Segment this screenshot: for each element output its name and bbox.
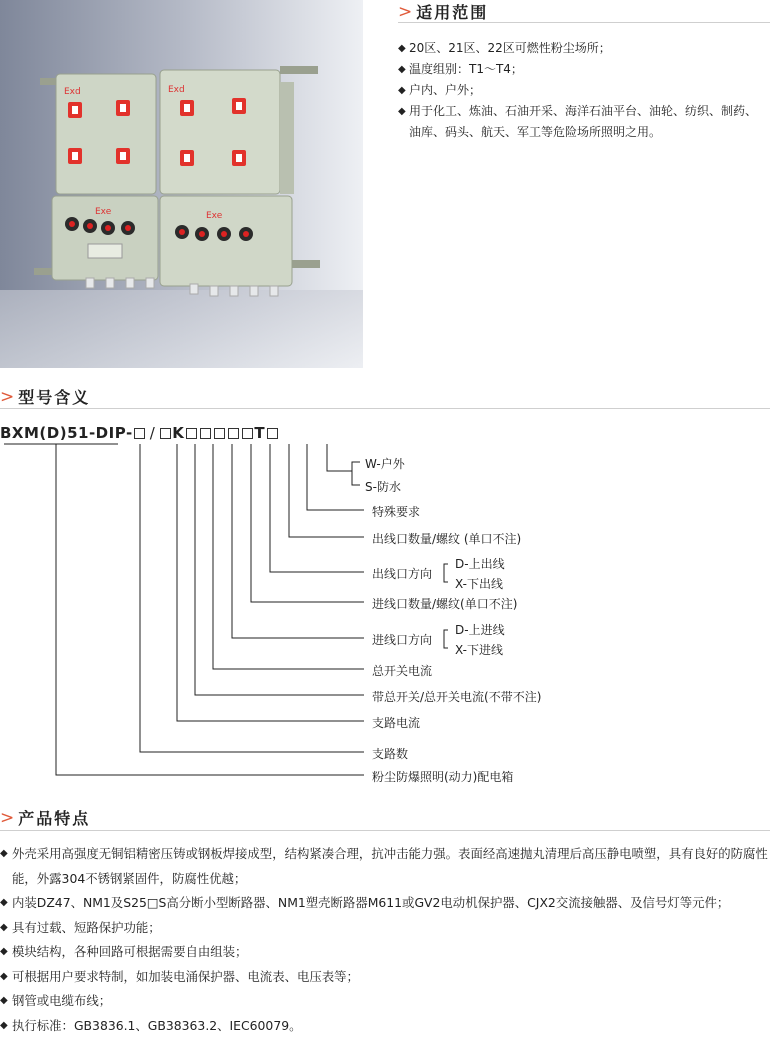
diamond-icon: ◆ [398,101,406,122]
code-box [228,428,239,439]
exe-mark-2: Exe [206,211,223,221]
features-list [0,842,770,1038]
code-slash: / [150,424,156,442]
label-out-d: D-上出线 [455,555,505,572]
label-in-dir: 进线口方向 [372,631,432,648]
scope-heading [398,0,488,23]
list-item: ◆ 户内、户外； [398,80,768,101]
diamond-icon: ◆ [0,989,8,1014]
diamond-icon: ◆ [0,1014,8,1038]
diamond-icon: ◆ [0,940,8,965]
list-item: ◆ 20区、21区、22区可燃性粉尘场所； [398,38,768,59]
code-box [186,428,197,439]
exd-mark-2: Exd [168,85,185,95]
label-in-qty: 进线口数量/螺纹(单口不注) [372,595,517,612]
list-item: ◆ 执行标准：GB3836.1、GB38363.2、IEC60079。 [0,1014,770,1038]
model-title: 型号含义 [18,385,90,408]
list-item: ◆ 内装DZ47、NM1及S25□S高分断小型断路器、NM1塑壳断路器M611或GV2电动机保护器、CJX2交流接触器、及信号灯等元件； [0,891,770,916]
product-photo [0,0,363,368]
label-out-x: X-下出线 [455,575,503,592]
list-item: ◆ 用于化工、炼油、石油开采、海洋石油平台、油轮、纺织、制药、油库、码头、航天、军工等危险场所照明之用。 [398,101,768,143]
exd-mark-1: Exd [64,87,81,97]
label-main-switch: 带总开关/总开关电流(不带不注) [372,688,541,705]
code-box [242,428,253,439]
diamond-icon: ◆ [0,916,8,941]
model-divider [0,408,770,409]
label-in-x: X-下进线 [455,641,503,658]
code-box [134,428,145,439]
list-item: ◆ 具有过载、短路保护功能； [0,916,770,941]
label-branch-count: 支路数 [372,745,408,762]
code-box [267,428,278,439]
diamond-icon: ◆ [0,965,8,990]
label-w: W-户外 [365,455,405,472]
label-out-qty: 出线口数量/螺纹 (单口不注) [372,530,521,547]
scope-divider [398,22,770,23]
code-t: T [254,424,265,442]
code-box [200,428,211,439]
chevron-right-icon: > [0,808,14,828]
diamond-icon: ◆ [0,891,8,916]
list-item: ◆ 钢管或电缆布线； [0,989,770,1014]
label-s: S-防水 [365,478,401,495]
code-box [214,428,225,439]
diamond-icon: ◆ [398,59,406,80]
label-out-dir: 出线口方向 [372,565,432,582]
features-divider [0,830,770,831]
label-branch-current: 支路电流 [372,714,420,731]
list-item: ◆ 外壳采用高强度无铜铝精密压铸或钢板焊接成型，结构紧凑合理，抗冲击能力强。表面经高速抛丸清理后高压静电喷塑，具有良好的防腐性能，外露304不锈钢紧固件，防腐性优越； [0,842,770,891]
diamond-icon: ◆ [398,80,406,101]
list-item: ◆ 可根据用户要求特制，如加装电涌保护器、电流表、电压表等； [0,965,770,990]
chevron-right-icon: > [398,2,412,22]
label-product: 粉尘防爆照明(动力)配电箱 [372,768,513,785]
model-prefix: BXM(D)51-DIP- [0,424,133,442]
chevron-right-icon: > [0,387,14,407]
label-in-d: D-上进线 [455,621,505,638]
diamond-icon: ◆ [0,842,8,867]
label-main-current: 总开关电流 [372,662,432,679]
distribution-box-illustration [0,0,363,368]
exe-mark-1: Exe [95,207,112,217]
features-heading [0,806,90,829]
list-item: ◆ 温度组别：T1～T4； [398,59,768,80]
label-special: 特殊要求 [372,503,420,520]
scope-title: 适用范围 [416,0,488,23]
code-k: K [172,424,184,442]
diamond-icon: ◆ [398,38,406,59]
model-heading [0,385,90,408]
scope-list [398,38,768,143]
list-item: ◆ 模块结构，各种回路可根据需要自由组装； [0,940,770,965]
features-title: 产品特点 [18,806,90,829]
code-box [160,428,171,439]
